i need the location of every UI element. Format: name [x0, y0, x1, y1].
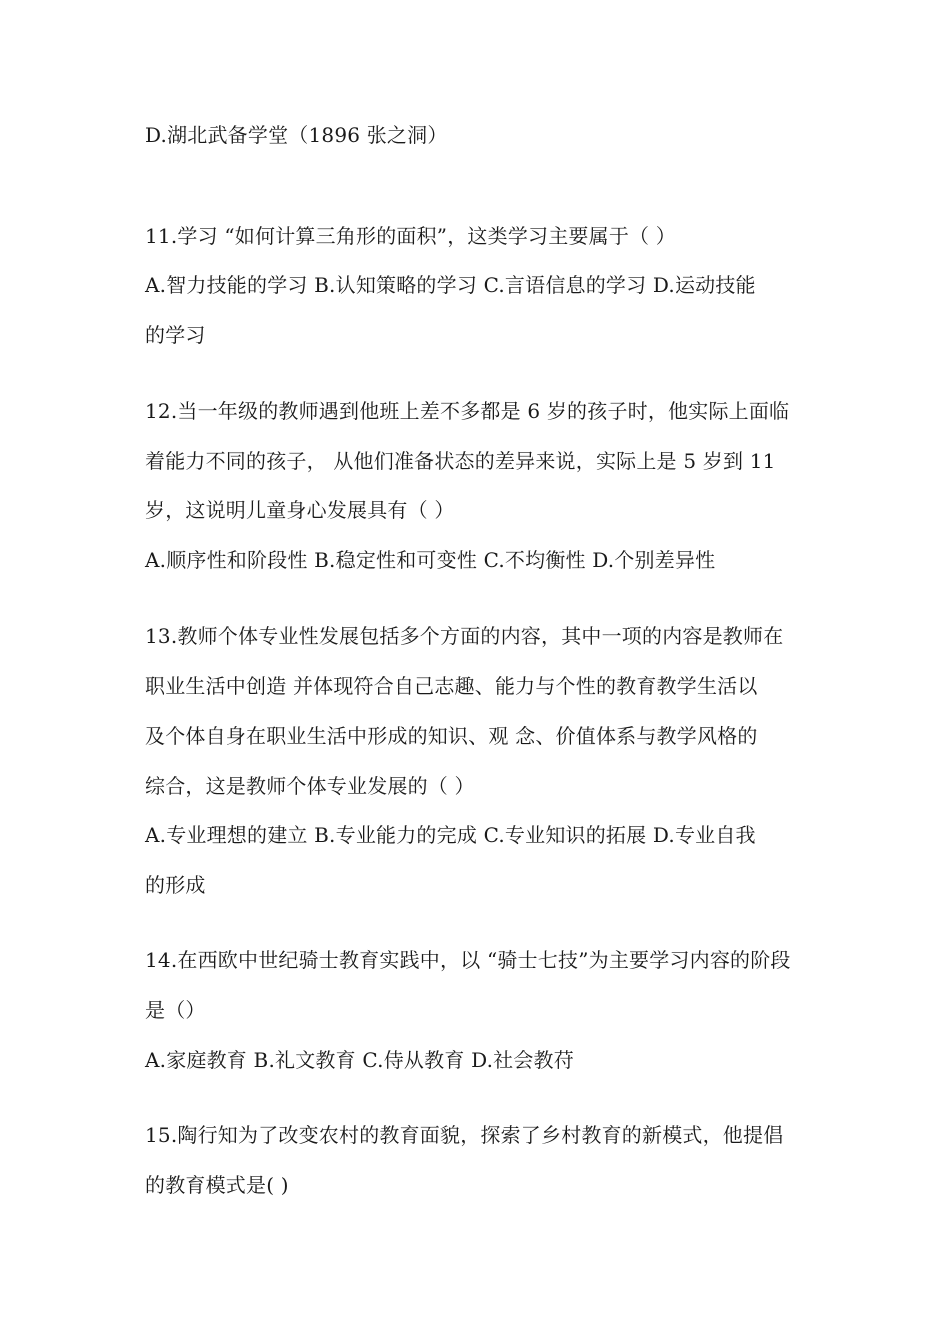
- question-15-line: 的教育模式是( ): [145, 1173, 289, 1197]
- question-15-line: 15.陶行知为了改变农村的教育面貌，探索了乡村教育的新模式，他提倡: [145, 1123, 784, 1147]
- question-12-line: 12.当一年级的教师遇到他班上差不多都是 6 岁的孩子时，他实际上面临: [145, 399, 790, 423]
- question-12-line: 岁，这说明儿童身心发展具有（ ）: [145, 498, 455, 522]
- options-11-line-cont: 的学习: [145, 323, 206, 347]
- question-14-line: 是（）: [145, 998, 206, 1022]
- options-13-line: A.专业理想的建立 B.专业能力的完成 C.专业知识的拓展 D.专业自我: [145, 823, 756, 847]
- question-13-line: 职业生活中创造 并体现符合自己志趣、能力与个性的教育教学生活以: [145, 674, 758, 698]
- question-13-line: 综合，这是教师个体专业发展的（ ）: [145, 774, 475, 798]
- option-line: D.湖北武备学堂（1896 张之洞）: [145, 123, 448, 147]
- question-14-line: 14.在西欧中世纪骑士教育实践中，以 “骑士七技”为主要学习内容的阶段: [145, 948, 791, 972]
- question-13-line: 及个体自身在职业生活中形成的知识、观 念、价值体系与教学风格的: [145, 724, 758, 748]
- options-11-line: A.智力技能的学习 B.认知策略的学习 C.言语信息的学习 D.运动技能: [145, 273, 756, 297]
- options-13-line-cont: 的形成: [145, 873, 206, 897]
- question-13-line: 13.教师个体专业性发展包括多个方面的内容，其中一项的内容是教师在: [145, 624, 784, 648]
- question-12-line: 着能力不同的孩子， 从他们准备状态的差异来说，实际上是 5 岁到 11: [145, 449, 776, 473]
- options-12-line: A.顺序性和阶段性 B.稳定性和可变性 C.不均衡性 D.个别差异性: [145, 548, 716, 572]
- question-11-line: 11.学习 “如何计算三角形的面积”，这类学习主要属于（ ）: [145, 224, 676, 248]
- options-14-line: A.家庭教育 B.礼文教育 C.侍从教育 D.社会教苻: [145, 1048, 574, 1072]
